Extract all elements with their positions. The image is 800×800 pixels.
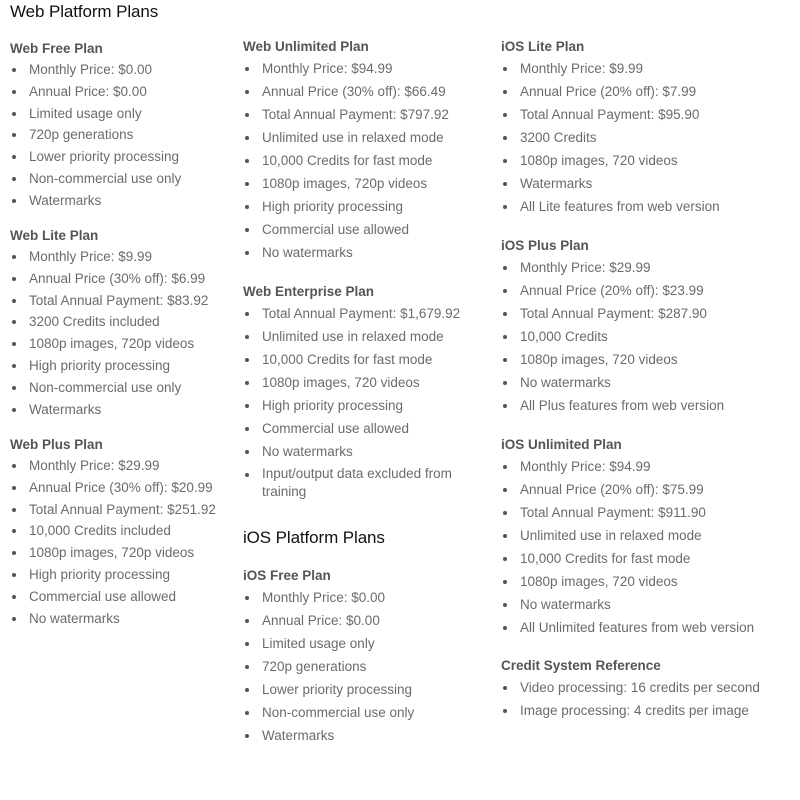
feature-item: Monthly Price: $29.99 — [10, 455, 240, 477]
feature-item: Total Annual Payment: $797.92 — [243, 103, 498, 126]
feature-item: Limited usage only — [10, 103, 240, 125]
feature-item: Non-commercial use only — [10, 377, 240, 399]
feature-item: No watermarks — [243, 241, 498, 264]
feature-item: Watermarks — [243, 724, 498, 747]
feature-list — [243, 57, 498, 264]
plan-title: iOS Unlimited Plan — [501, 437, 622, 452]
feature-list — [501, 256, 800, 417]
feature-item: Annual Price (20% off): $75.99 — [501, 478, 800, 501]
feature-item: Commercial use allowed — [10, 586, 240, 608]
web-enterprise-plan — [243, 282, 498, 501]
feature-item: High priority processing — [243, 195, 498, 218]
feature-list — [10, 59, 240, 212]
plan-title: Credit System Reference — [501, 658, 661, 673]
feature-item: Monthly Price: $0.00 — [10, 59, 240, 81]
feature-item: Lower priority processing — [243, 678, 498, 701]
feature-item: Watermarks — [501, 172, 800, 195]
ios-plus-plan — [501, 236, 800, 417]
feature-item: No watermarks — [501, 371, 800, 394]
ios-free-plan — [243, 566, 498, 747]
feature-item: 1080p images, 720p videos — [243, 172, 498, 195]
feature-item: Annual Price: $0.00 — [10, 81, 240, 103]
credit-system-reference — [501, 656, 800, 722]
plan-title: iOS Plus Plan — [501, 238, 589, 253]
feature-item: 720p generations — [243, 655, 498, 678]
feature-item: Unlimited use in relaxed mode — [243, 325, 498, 348]
feature-item: 10,000 Credits included — [10, 520, 240, 542]
plan-title: iOS Free Plan — [243, 568, 331, 583]
plan-title: Web Lite Plan — [10, 228, 99, 243]
feature-item: 720p generations — [10, 124, 240, 146]
feature-item: Unlimited use in relaxed mode — [501, 524, 800, 547]
web-platform-plans-heading: Web Platform Plans — [10, 2, 159, 21]
feature-item: Monthly Price: $94.99 — [243, 57, 498, 80]
ios-lite-plan — [501, 37, 800, 218]
ios-unlimited-plan — [501, 435, 800, 639]
web-free-plan — [10, 39, 240, 212]
feature-item: Total Annual Payment: $1,679.92 — [243, 302, 498, 325]
feature-list — [501, 57, 800, 218]
feature-item: Annual Price (20% off): $7.99 — [501, 80, 800, 103]
feature-item: Image processing: 4 credits per image — [501, 699, 800, 722]
feature-item: 1080p images, 720 videos — [501, 348, 800, 371]
feature-item: No watermarks — [10, 608, 240, 630]
feature-item: Annual Price (30% off): $66.49 — [243, 80, 498, 103]
feature-list — [243, 586, 498, 747]
feature-item: 1080p images, 720p videos — [10, 333, 240, 355]
feature-item: No watermarks — [501, 593, 800, 616]
feature-item: 10,000 Credits for fast mode — [243, 348, 498, 371]
feature-item: High priority processing — [10, 564, 240, 586]
feature-item: Total Annual Payment: $287.90 — [501, 302, 800, 325]
feature-item: Lower priority processing — [10, 146, 240, 168]
feature-item: 10,000 Credits — [501, 325, 800, 348]
feature-item: Video processing: 16 credits per second — [501, 676, 800, 699]
feature-list — [501, 455, 800, 639]
feature-item: Monthly Price: $94.99 — [501, 455, 800, 478]
feature-item: Monthly Price: $9.99 — [501, 57, 800, 80]
feature-item: All Lite features from web version — [501, 195, 800, 218]
feature-item: All Plus features from web version — [501, 394, 800, 417]
feature-item: High priority processing — [10, 355, 240, 377]
web-unlimited-plan — [243, 37, 498, 264]
feature-item: 1080p images, 720 videos — [501, 149, 800, 172]
web-plus-plan — [10, 435, 240, 629]
plan-title: Web Free Plan — [10, 41, 103, 56]
feature-item: All Unlimited features from web version — [501, 616, 800, 639]
feature-item: Input/output data excluded from training — [243, 463, 490, 501]
feature-item: Watermarks — [10, 190, 240, 212]
plan-title: Web Plus Plan — [10, 437, 103, 452]
feature-item: High priority processing — [243, 394, 498, 417]
feature-item: Unlimited use in relaxed mode — [243, 126, 498, 149]
feature-item: Total Annual Payment: $83.92 — [10, 290, 240, 312]
feature-item: Monthly Price: $9.99 — [10, 246, 240, 268]
feature-list — [501, 676, 800, 722]
feature-item: Total Annual Payment: $251.92 — [10, 499, 240, 521]
feature-item: 3200 Credits — [501, 126, 800, 149]
feature-item: Watermarks — [10, 399, 240, 421]
feature-item: 3200 Credits included — [10, 311, 240, 333]
ios-platform-plans-heading: iOS Platform Plans — [243, 528, 385, 547]
feature-item: Annual Price (30% off): $20.99 — [10, 477, 240, 499]
feature-item: 10,000 Credits for fast mode — [243, 149, 498, 172]
feature-item: Total Annual Payment: $95.90 — [501, 103, 800, 126]
feature-item: Total Annual Payment: $911.90 — [501, 501, 800, 524]
plan-title: Web Unlimited Plan — [243, 39, 369, 54]
feature-item: Non-commercial use only — [10, 168, 240, 190]
feature-item: Monthly Price: $0.00 — [243, 586, 498, 609]
plan-title: iOS Lite Plan — [501, 39, 585, 54]
feature-item: 1080p images, 720 videos — [243, 371, 498, 394]
feature-list — [10, 246, 240, 420]
feature-item: No watermarks — [243, 440, 498, 463]
feature-item: Annual Price (30% off): $6.99 — [10, 268, 240, 290]
feature-item: 10,000 Credits for fast mode — [501, 547, 800, 570]
web-lite-plan — [10, 226, 240, 420]
feature-item: Limited usage only — [243, 632, 498, 655]
feature-item: Monthly Price: $29.99 — [501, 256, 800, 279]
feature-item: 1080p images, 720p videos — [10, 542, 240, 564]
feature-item: Annual Price (20% off): $23.99 — [501, 279, 800, 302]
feature-list — [10, 455, 240, 629]
feature-item: Commercial use allowed — [243, 218, 498, 241]
feature-item: Non-commercial use only — [243, 701, 498, 724]
feature-item: 1080p images, 720 videos — [501, 570, 800, 593]
plan-title: Web Enterprise Plan — [243, 284, 375, 299]
feature-list — [243, 302, 498, 501]
feature-item: Commercial use allowed — [243, 417, 498, 440]
feature-item: Annual Price: $0.00 — [243, 609, 498, 632]
